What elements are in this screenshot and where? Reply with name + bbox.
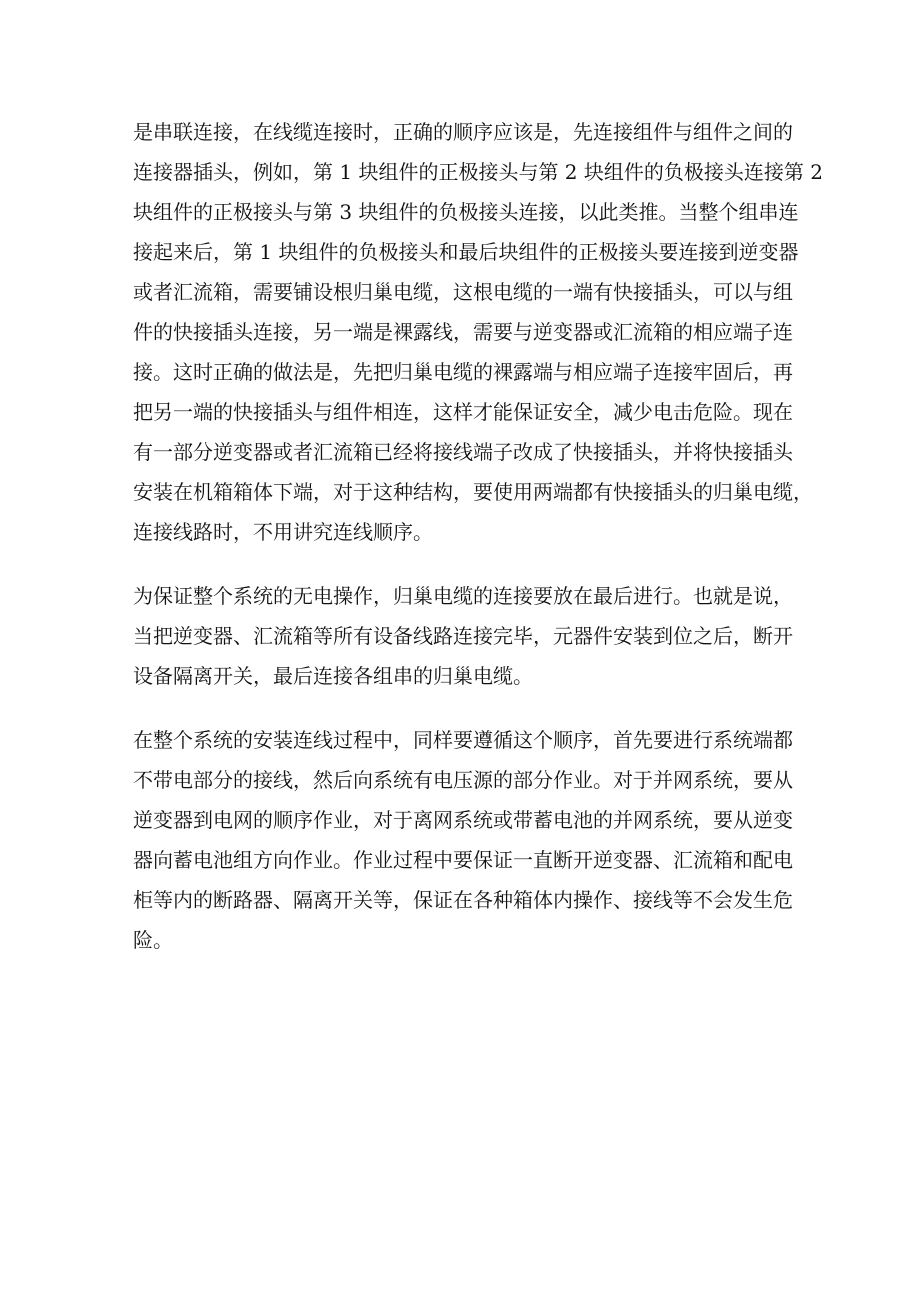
text-line: 险。: [133, 928, 173, 952]
text-line: 设备隔离开关，最后连接各组串的归巢电缆。: [133, 664, 533, 688]
text-line: 是串联连接，在线缆连接时，正确的顺序应该是，先连接组件与组件之间的: [133, 120, 793, 144]
text-line: 不带电部分的接线，然后向系统有电压源的部分作业。对于并网系统，要从: [133, 768, 793, 792]
text-line: 为保证整个系统的无电操作，归巢电缆的连接要放在最后进行。也就是说，: [133, 584, 793, 608]
text-line: 连接器插头，例如，第 1 块组件的正极接头与第 2 块组件的负极接头连接第 2: [133, 160, 823, 184]
text-line: 柜等内的断路器、隔离开关等，保证在各种箱体内操作、接线等不会发生危: [133, 888, 793, 912]
text-line: 把另一端的快接插头与组件相连，这样才能保证安全，减少电击危险。现在: [133, 400, 793, 424]
document-body: [133, 112, 823, 984]
text-line: 器向蓄电池组方向作业。作业过程中要保证一直断开逆变器、汇流箱和配电: [133, 848, 793, 872]
text-line: 在整个系统的安装连线过程中，同样要遵循这个顺序，首先要进行系统端都: [133, 728, 793, 752]
paragraph-2: [133, 576, 793, 696]
text-line: 当把逆变器、汇流箱等所有设备线路连接完毕，元器件安装到位之后，断开: [133, 624, 793, 648]
text-line: 或者汇流箱，需要铺设根归巢电缆，这根电缆的一端有快接插头，可以与组: [133, 280, 793, 304]
paragraph-3: [133, 720, 793, 960]
text-line: 块组件的正极接头与第 3 块组件的负极接头连接，以此类推。当整个组串连: [133, 200, 799, 224]
text-line: 安装在机箱箱体下端，对于这种结构，要使用两端都有快接插头的归巢电缆，: [133, 480, 813, 504]
text-line: 接。这时正确的做法是，先把归巢电缆的裸露端与相应端子连接牢固后，再: [133, 360, 793, 384]
text-line: 接起来后，第 1 块组件的负极接头和最后块组件的正极接头要连接到逆变器: [133, 240, 799, 264]
text-line: 件的快接插头连接，另一端是裸露线，需要与逆变器或汇流箱的相应端子连: [133, 320, 793, 344]
text-line: 连接线路时，不用讲究连线顺序。: [133, 520, 433, 544]
text-line: 逆变器到电网的顺序作业，对于离网系统或带蓄电池的并网系统，要从逆变: [133, 808, 793, 832]
paragraph-1: [133, 112, 823, 552]
text-line: 有一部分逆变器或者汇流箱已经将接线端子改成了快接插头，并将快接插头: [133, 440, 793, 464]
